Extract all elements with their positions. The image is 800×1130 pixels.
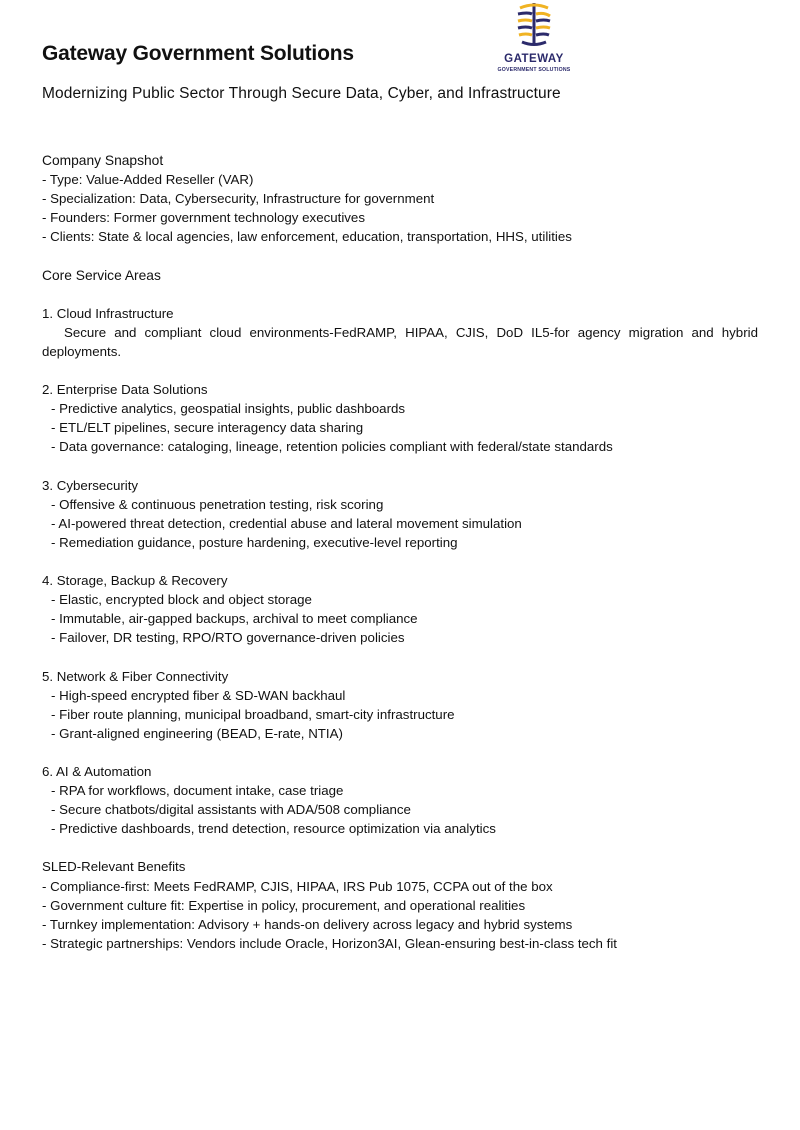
service-item: - RPA for workflows, document intake, case triage bbox=[51, 783, 344, 799]
service-description-cloud: Secure and compliant cloud environments-FedRAMP, HIPAA, CJIS, DoD IL5-for agency migration and hybrid deployments. bbox=[42, 324, 758, 359]
benefit-item: - Strategic partnerships: Vendors include Oracle, Horizon3AI, Glean-ensuring best-in-class tech fit bbox=[42, 935, 617, 951]
service-item: - Predictive dashboards, trend detection, resource optimization via analytics bbox=[51, 821, 496, 837]
company-title: Gateway Government Solutions bbox=[42, 42, 354, 65]
service-item: - Predictive analytics, geospatial insights, public dashboards bbox=[51, 401, 406, 417]
service-item: - Fiber route planning, municipal broadband, smart-city infrastructure bbox=[51, 706, 455, 722]
snapshot-item: - Specialization: Data, Cybersecurity, Infrastructure for government bbox=[42, 191, 435, 207]
service-item: - Grant-aligned engineering (BEAD, E-rate, NTIA) bbox=[51, 725, 343, 741]
snapshot-item: - Type: Value-Added Reseller (VAR) bbox=[42, 172, 254, 188]
section-heading-benefits: SLED-Relevant Benefits bbox=[42, 859, 186, 875]
section-heading-snapshot: Company Snapshot bbox=[42, 153, 164, 168]
service-title-storage: 4. Storage, Backup & Recovery bbox=[42, 573, 228, 589]
service-item: - High-speed encrypted fiber & SD-WAN backhaul bbox=[51, 687, 346, 703]
service-item: - Immutable, air-gapped backups, archival to meet compliance bbox=[51, 611, 418, 627]
company-tagline: Modernizing Public Sector Through Secure Data, Cyber, and Infrastructure bbox=[42, 85, 561, 102]
service-item: - Offensive & continuous penetration testing, risk scoring bbox=[51, 496, 384, 512]
service-title-data: 2. Enterprise Data Solutions bbox=[42, 382, 208, 398]
service-item: - Elastic, encrypted block and object storage bbox=[51, 592, 312, 608]
service-title-cloud: 1. Cloud Infrastructure bbox=[42, 305, 174, 321]
service-item: - Secure chatbots/digital assistants with ADA/508 compliance bbox=[51, 802, 411, 818]
logo-wordmark: GATEWAY bbox=[504, 53, 564, 65]
service-item: - Data governance: cataloging, lineage, retention policies compliant with federal/state standards bbox=[51, 439, 613, 455]
snapshot-item: - Founders: Former government technology executives bbox=[42, 210, 365, 226]
benefit-item: - Compliance-first: Meets FedRAMP, CJIS, HIPAA, IRS Pub 1075, CCPA out of the box bbox=[42, 878, 553, 894]
service-item: - ETL/ELT pipelines, secure interagency data sharing bbox=[51, 420, 364, 436]
section-heading-services: Core Service Areas bbox=[42, 267, 161, 283]
document-body bbox=[42, 151, 758, 953]
logo-tagline: GOVERNMENT SOLUTIONS bbox=[497, 67, 571, 73]
benefit-item: - Turnkey implementation: Advisory + hands-on delivery across legacy and hybrid systems bbox=[42, 916, 573, 932]
benefit-item: - Government culture fit: Expertise in policy, procurement, and operational realities bbox=[42, 897, 526, 913]
service-item: - AI-powered threat detection, credential abuse and lateral movement simulation bbox=[51, 515, 522, 531]
service-title-ai: 6. AI & Automation bbox=[42, 764, 152, 779]
service-item: - Remediation guidance, posture hardening, executive-level reporting bbox=[51, 534, 458, 550]
service-item: - Failover, DR testing, RPO/RTO governance-driven policies bbox=[51, 630, 405, 646]
service-title-network: 5. Network & Fiber Connectivity bbox=[42, 668, 229, 684]
service-title-cyber: 3. Cybersecurity bbox=[42, 477, 139, 493]
snapshot-item: - Clients: State & local agencies, law enforcement, education, transportation, HHS, utilities bbox=[42, 229, 572, 245]
gateway-logo bbox=[488, 0, 580, 76]
logo-emblem bbox=[518, 3, 550, 45]
